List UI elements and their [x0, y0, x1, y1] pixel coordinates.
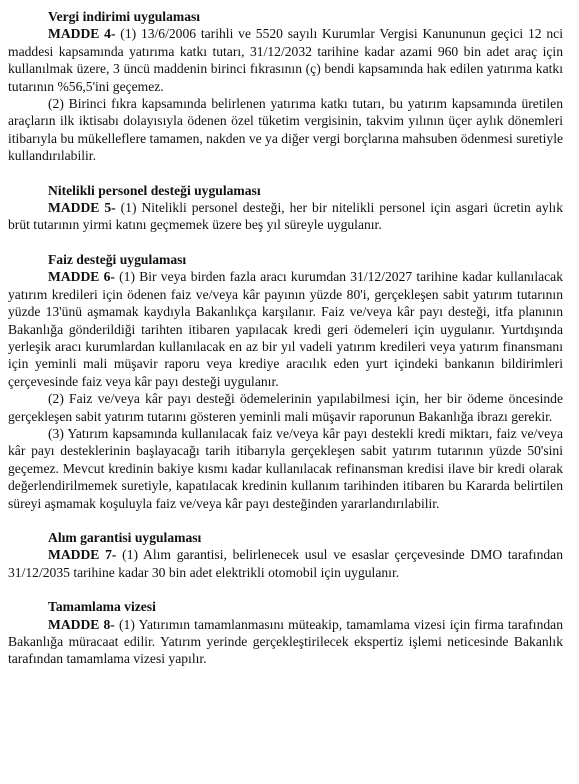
paragraph: [8, 268, 563, 390]
paragraph-text: (2) Faiz ve/veya kâr payı desteği ödemelerinin yapılabilmesi için, her bir ödeme öncesinde gerçekleşen sabit yatırım tutarını gösteren yeminli mali müşavir raporunun Bakanlığa ibrazı gerekir.: [8, 391, 563, 424]
section-heading: Nitelikli personel desteği uygulaması: [48, 182, 261, 198]
paragraph-text: (3) Yatırım kapsamında kullanılacak faiz ve/veya kâr payı destekli kredi miktarı, faiz ve/veya kâr payı desteklerinin başlayacağı tarih itibarıyla gerçekleşen sabit yatırım tutarının yüzde 50'sini geçemez. Mevcut kredinin bakiye kısmı kadar kullanılacak refinansman kredisi ilave bir kredi olarak değerlendirilmemek suretiyle, kapatılacak kredinin kullanım tarihinden itibaren bu Kararda belirtilen süreyi aşmamak koşuluyla faiz ve/veya kâr payı desteğinden yararlandırılabilir.: [8, 425, 563, 511]
section-heading: Tamamlama vizesi: [48, 599, 156, 615]
section-heading: Alım garantisi uygulaması: [48, 529, 202, 545]
section-tamamlama-vizesi: [8, 598, 563, 668]
paragraph-text: (1) Nitelikli personel desteği, her bir nitelikli personel için asgari ücretin aylık brüt tutarının yirmi katını geçmemek üzere beş yıl süreyle uygulanır.: [8, 200, 563, 233]
article-label: MADDE 6-: [48, 269, 115, 285]
paragraph: [8, 199, 563, 234]
paragraph: [8, 546, 563, 581]
paragraph: [8, 390, 563, 425]
article-label: MADDE 7-: [48, 547, 117, 563]
paragraph: [8, 616, 563, 668]
section-alim-garantisi: [8, 529, 563, 581]
paragraph-text: (2) Birinci fıkra kapsamında belirlenen yatırıma katkı tutarı, bu yatırım kapsamında üretilen araçların ilk iktisabı dolayısıyla ödenen özel tüketim vergisinin, takvim yılının üçer aylık dönemleri itibarıyla bu mükelleflere tamamen, nakden ve ya diğer vergi borçlarına mahsuben ödenmesi suretiyle kullandırılabilir.: [8, 96, 564, 164]
section-vergi-indirimi: [8, 8, 563, 165]
section-nitelikli-personel: [8, 182, 563, 234]
article-label: MADDE 8-: [48, 616, 115, 632]
article-label: MADDE 4-: [48, 26, 116, 42]
section-heading: Vergi indirimi uygulaması: [48, 9, 201, 24]
section-faiz-destegi: [8, 251, 563, 512]
section-heading: Faiz desteği uygulaması: [48, 251, 187, 267]
paragraph-text: (1) Alım garantisi, belirlenecek usul ve esaslar çerçevesinde DMO tarafından 31/12/2035 tarihine kadar 30 bin adet elektrikli otomobil için uygulanır.: [8, 547, 563, 580]
article-label: MADDE 5-: [48, 200, 116, 216]
paragraph: [8, 425, 563, 512]
paragraph: [8, 25, 563, 95]
paragraph-text: (1) Yatırımın tamamlanmasını müteakip, tamamlama vizesi için firma tarafından Bakanlığa müracaat edilir. Yatırım yerinde gerçekleştirilecek ekspertiz işlemi neticesinde Bakanlık tarafından tamamlama vizesi yapılır.: [8, 616, 563, 667]
paragraph: [8, 95, 563, 165]
paragraph-text: (1) 13/6/2006 tarihli ve 5520 sayılı Kurumlar Vergisi Kanununun geçici 12 nci maddesi kapsamında yatırıma katkı tutarı, 31/12/2032 tarihine kadar azami 960 bin adet araç için kullanılmak üzere, 3 üncü maddenin birinci fıkrasının (ç) bendi kapsamında hak edilen yatırıma katkı tutarının %56,5'ini geçemez.: [8, 26, 563, 94]
paragraph-text: (1) Bir veya birden fazla aracı kurumdan 31/12/2027 tarihine kadar kullanılacak yatırım kredileri için ödenen faiz ve/veya kâr payının yüzde 80'i, gerçekleşen sabit yatırım tutarının yüzde 13'ünü aşmamak kaydıyla Bakanlıkça karşılanır. Faiz ve/veya kâr payı desteği, itfa planının Bakanlığa gönderildiği tarihten itibaren yapılacak kredi geri ödemeleri için uygulanır. Yurtdışında yerleşik aracı kurumlardan kullanılacak en az bir yıl vadeli yatırım kredileri veya yatırım finansmanı için yeminli mali müşavir raporu veya krediye aracılık eden yurt içindeki bankanın bildirimleri çerçevesinde faiz veya kâr payı desteği uygulanır.: [8, 269, 563, 389]
